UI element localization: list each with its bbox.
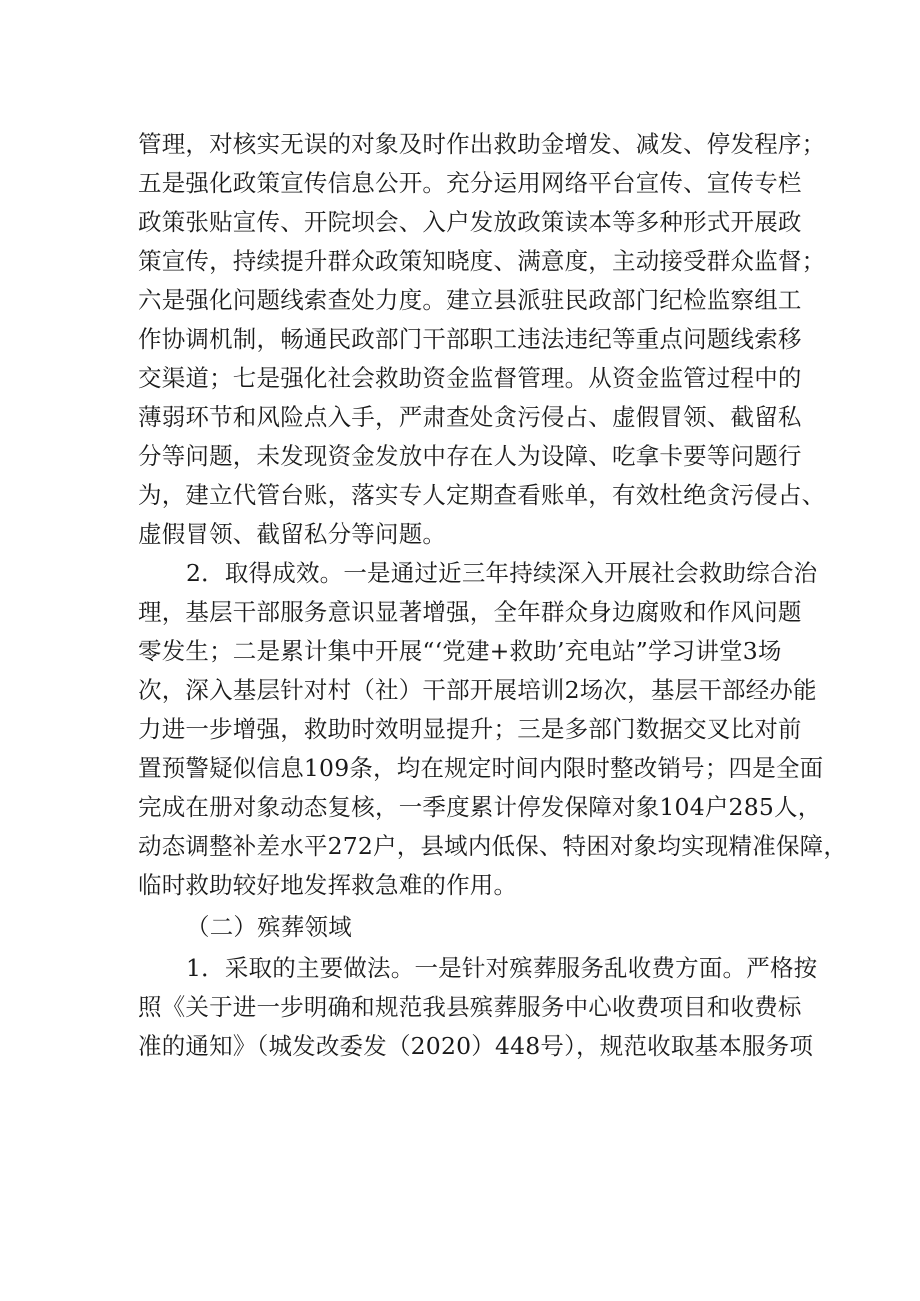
paragraph-line: 完成在册对象动态复核，一季度累计停发保障对象104户285人， <box>138 793 822 821</box>
paragraph-line: 分等问题，未发现资金发放中存在人为设障、吃拿卡要等问题行 <box>138 442 802 470</box>
paragraph-line-indented: 2．取得成效。一是通过近三年持续深入开展社会救助综合治 <box>186 559 818 587</box>
paragraph-line: 次，深入基层针对村（社）干部开展培训2场次，基层干部经办能 <box>138 676 817 704</box>
paragraph-line: 管理，对核实无误的对象及时作出救助金增发、减发、停发程序； <box>138 130 826 158</box>
paragraph-line: 五是强化政策宣传信息公开。充分运用网络平台宣传、宣传专栏 <box>138 169 802 197</box>
paragraph-line: 为，建立代管台账，落实专人定期查看账单，有效杜绝贪污侵占、 <box>138 481 826 509</box>
paragraph-line: 理，基层干部服务意识显著增强，全年群众身边腐败和作风问题 <box>138 598 802 626</box>
paragraph-line: 照《关于进一步明确和规范我县殡葬服务中心收费项目和收费标 <box>138 993 802 1021</box>
paragraph-line: 动态调整补差水平272户，县域内低保、特困对象均实现精准保障， <box>138 832 848 860</box>
paragraph-line: 力进一步增强，救助时效明显提升；三是多部门数据交叉比对前 <box>138 715 802 743</box>
paragraph-line: 虚假冒领、截留私分等问题。 <box>138 520 447 548</box>
paragraph-line: 置预警疑似信息109条，均在规定时间内限时整改销号；四是全面 <box>138 754 824 782</box>
paragraph-line: 政策张贴宣传、开院坝会、入户发放政策读本等多种形式开展政 <box>138 208 802 236</box>
paragraph-line: 六是强化问题线索查处力度。建立县派驻民政部门纪检监察组工 <box>138 286 802 314</box>
paragraph-line: 零发生；二是累计集中开展“‘党建+救助’充电站”学习讲堂3场 <box>138 637 782 665</box>
section-heading: （二）殡葬领域 <box>186 913 352 941</box>
paragraph-line: 策宣传，持续提升群众政策知晓度、满意度，主动接受群众监督； <box>138 247 826 275</box>
paragraph-line: 作协调机制，畅通民政部门干部职工违法违纪等重点问题线索移 <box>138 325 802 353</box>
paragraph-line: 准的通知》（城发改委发（2020）448号），规范收取基本服务项 <box>138 1032 814 1060</box>
paragraph-line: 临时救助较好地发挥救急难的作用。 <box>138 871 518 899</box>
paragraph-line-indented: 1．采取的主要做法。一是针对殡葬服务乱收费方面。严格按 <box>186 954 818 982</box>
paragraph-line: 薄弱环节和风险点入手，严肃查处贪污侵占、虚假冒领、截留私 <box>138 403 802 431</box>
paragraph-line: 交渠道；七是强化社会救助资金监督管理。从资金监管过程中的 <box>138 364 802 392</box>
